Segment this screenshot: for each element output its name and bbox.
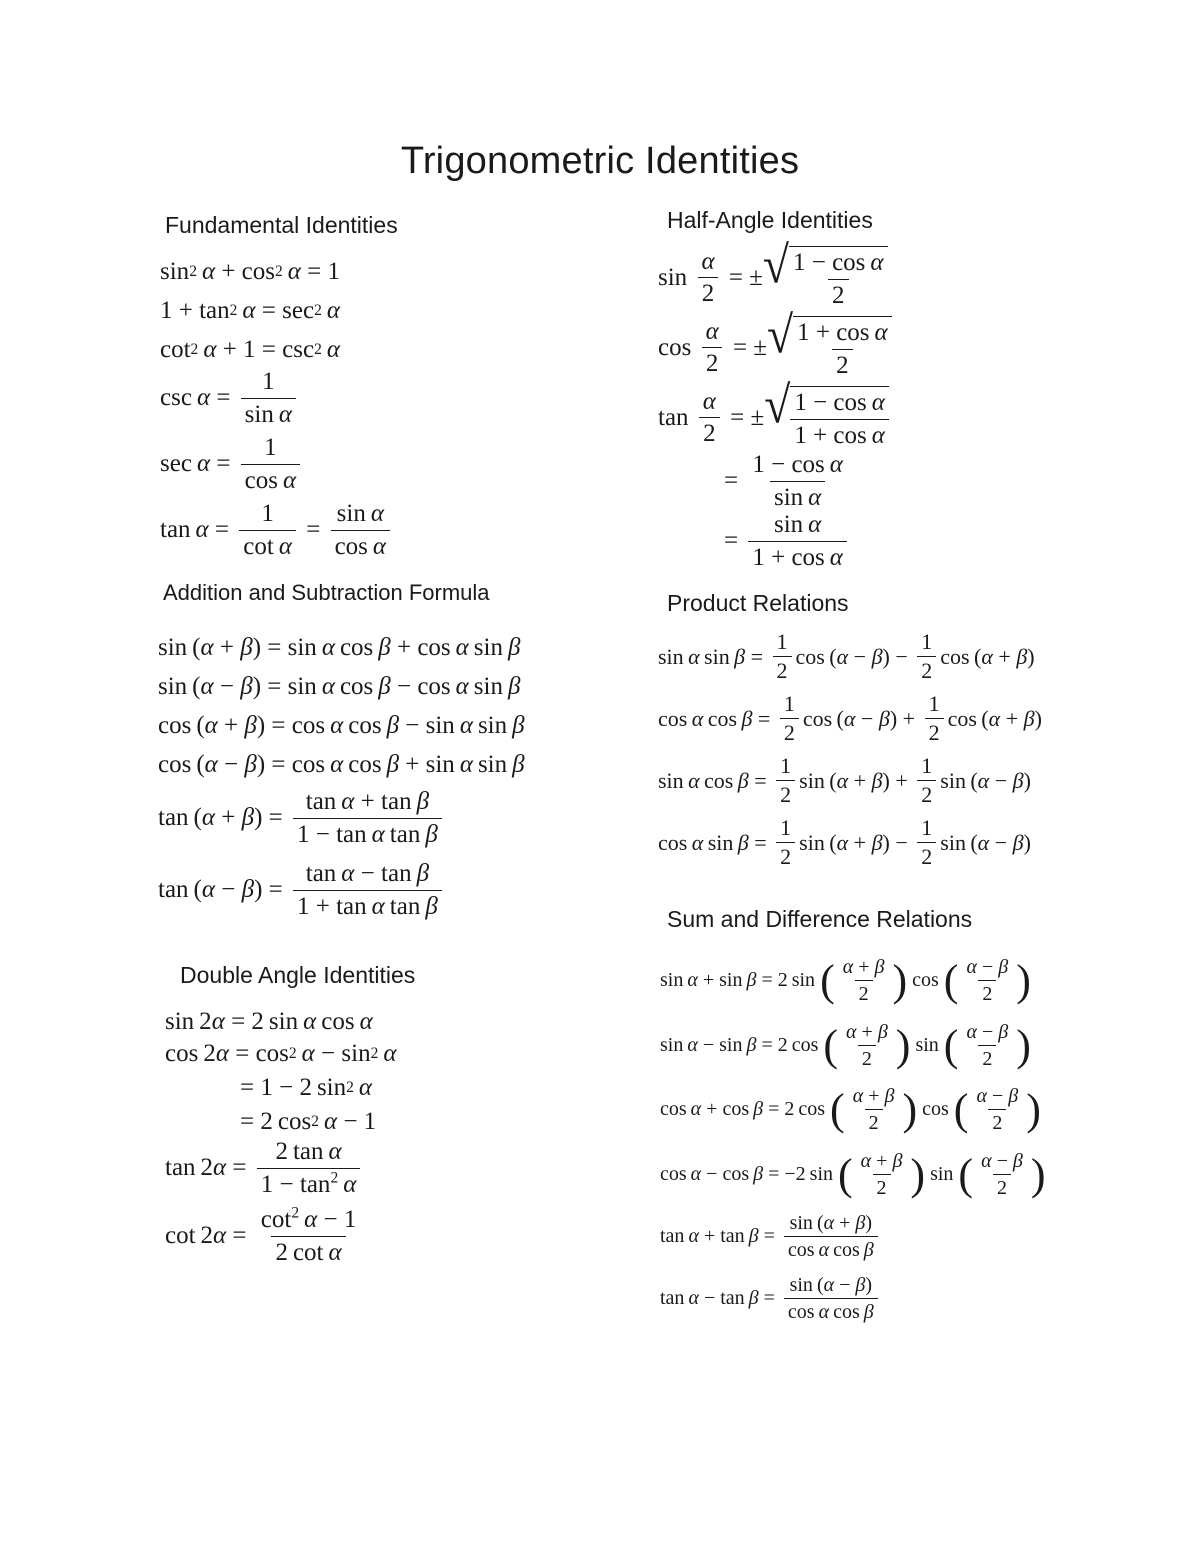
formula-sin-cos: sin α cos β = $\frac{1}{2}$ sin ( α + β ) + $\frac{1}{2}$ sin ( α − β ) [658,753,1031,808]
formula-tan-sec: 1 + tan 2 α = sec 2 α [160,297,340,324]
formula-cos-double: cos 2 α = cos 2 α − sin 2 α [165,1040,397,1067]
formula-sin-diff: sin ( α − β ) = sin α cos β − cos α sin β [158,673,521,700]
section-heading-half: Half-Angle Identities [667,207,873,233]
formula-cos-double-alt2: = 2 cos 2 α − 1 [240,1108,377,1135]
formula-tan-half-alt2: = $\frac{\text{sin α}}{\text{1 + cos α}}$ [724,511,851,571]
formula-tan-plus-tan: tan α + tan β = $\frac{\sin (\alpha + \beta)}{\text{cos α cos β}}$ [660,1212,882,1261]
section-heading-fundamental: Fundamental Identities [165,212,398,238]
formula-cos-half: cos $\frac{\alpha}{2}$ = ± √ $\frac{\text{1 + cos α}}{2}$ [658,316,892,379]
formula-tan-half: tan $\frac{\alpha}{2}$ = ± √ $\frac{\text{1 − cos α}}{\text{1 + cos α}}$ [658,386,889,449]
formula-cot-csc: cot 2 α + 1 = csc 2 α [160,336,340,363]
formula-cot-double: cot 2 α = $\frac{\cot^2 \alpha - 1}{\text{2 cot α}}$ [165,1204,357,1266]
formula-sec: sec α = $\frac{1}{\text{cos α}}$ [160,434,304,494]
formula-tan-sum: tan ( α + β ) = $\frac{\text{tan α + tan β}}{\text{1 − tan α tan β}}$ [158,788,446,848]
formula-sin-plus-sin: sin α + sin β = 2 sin ( $\frac{\alpha + \beta}{2}$ ) cos ( $\frac{\alpha - \beta}{2}$ ) [660,955,1031,1005]
formula-sin-double: sin 2 α = 2 sin α cos α [165,1008,373,1035]
formula-cos-cos: cos α cos β = $\frac{1}{2}$ cos ( α − β ) + $\frac{1}{2}$ cos ( α + β ) [658,691,1042,746]
formula-sin-half: sin $\frac{\alpha}{2}$ = ± √ $\frac{\text{1 − cos α}}{2}$ [658,246,888,309]
formula-cos-plus-cos: cos α + cos β = 2 cos ( $\frac{\alpha + \beta}{2}$ ) cos ( $\frac{\alpha - \beta}{2}$ ) [660,1084,1041,1134]
section-heading-addition: Addition and Subtraction Formula [163,580,490,605]
formula-cos-minus-cos: cos α − cos β = −2 sin ( $\frac{\alpha + \beta}{2}$ ) sin ( $\frac{\alpha - \beta}{2}$ ) [660,1149,1046,1199]
formula-sin-sin: sin α sin β = $\frac{1}{2}$ cos ( α − β ) − $\frac{1}{2}$ cos ( α + β ) [658,629,1035,684]
formula-tan: tan α = $\frac{1}{\text{cot α}}$ = $\frac{\text{sin α}}{\text{cos α}}$ [160,500,394,560]
formula-tan-half-alt1: = $\frac{\text{1 − cos α}}{\text{sin α}}$ [724,451,843,511]
formula-tan-double: tan 2 α = $\frac{\text{2 tan α}}{1 - \tan^2 \alpha}$ [165,1138,364,1198]
formula-csc: csc α = $\frac{1}{\text{sin α}}$ [160,368,300,428]
formula-sin-minus-sin: sin α − sin β = 2 cos ( $\frac{\alpha + \beta}{2}$ ) sin ( $\frac{\alpha - \beta}{2}$ ) [660,1020,1031,1070]
formula-cos-sum: cos ( α + β ) = cos α cos β − sin α sin β [158,712,525,739]
formula-tan-minus-tan: tan α − tan β = $\frac{\sin (\alpha - \beta)}{\text{cos α cos β}}$ [660,1274,882,1323]
formula-tan-diff: tan ( α − β ) = $\frac{\text{tan α − tan β}}{\text{1 + tan α tan β}}$ [158,860,446,920]
formula-sin-sum: sin ( α + β ) = sin α cos β + cos α sin β [158,634,521,661]
formula-cos-double-alt1: = 1 − 2 sin 2 α [240,1074,373,1101]
formula-pythagorean: sin 2 α + cos 2 α = 1 [160,258,341,285]
section-heading-double: Double Angle Identities [180,962,416,988]
section-heading-product: Product Relations [667,590,849,616]
section-heading-sumdiff: Sum and Difference Relations [667,906,973,932]
formula-cos-diff: cos ( α − β ) = cos α cos β + sin α sin β [158,751,525,778]
page-title: Trigonometric Identities [400,140,800,182]
formula-cos-sin: cos α sin β = $\frac{1}{2}$ sin ( α + β ) − $\frac{1}{2}$ sin ( α − β ) [658,815,1031,870]
